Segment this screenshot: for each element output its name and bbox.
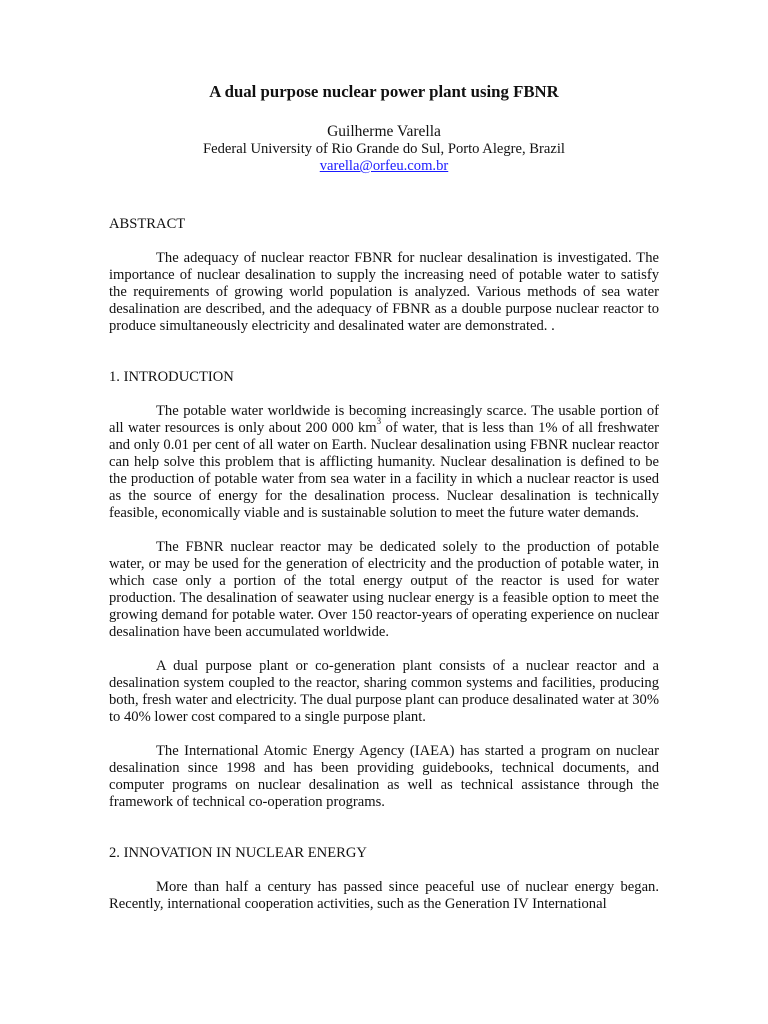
page-content: [109, 82, 659, 913]
superscript-3: 3: [376, 416, 382, 427]
section-1-heading: 1. INTRODUCTION: [109, 369, 234, 385]
author-affiliation: Federal University of Rio Grande do Sul, Porto Alegre, Brazil: [203, 141, 565, 157]
innovation-paragraph-1: More than half a century has passed since peaceful use of nuclear energy began. Recently, international cooperation activities, such as the Generation IV International: [109, 879, 659, 912]
author-email: [109, 158, 659, 175]
intro-p1-text-a: The potable water worldwide is becoming increasingly scarce. The usable portion of all water resources is only about 200 000 km: [109, 403, 659, 436]
intro-paragraph-3: A dual purpose plant or co-generation plant consists of a nuclear reactor and a desalination system coupled to the reactor, sharing common systems and facilities, producing both, fresh water and electricity. The dual purpose plant can produce desalinated water at 30% to 40% lower cost compared to a single purpose plant.: [109, 658, 659, 725]
paper-title: A dual purpose nuclear power plant using FBNR: [209, 82, 559, 101]
intro-paragraph-4: The International Atomic Energy Agency (IAEA) has started a program on nuclear desalination since 1998 and has been providing guidebooks, technical documents, and computer programs on nuclear desalination as well as technical assistance through the framework of technical co-operation programs.: [109, 743, 659, 810]
abstract-heading: ABSTRACT: [109, 216, 186, 232]
abstract-text: The adequacy of nuclear reactor FBNR for nuclear desalination is investigated. The importance of nuclear desalination to supply the increasing need of potable water to satisfy the requirements of growing world population is analyzed. Various methods of sea water desalination are described, and the adequacy of FBNR as a double purpose nuclear reactor to produce simultaneously electricity and desalinated water are demonstrated. .: [109, 250, 659, 334]
email-link[interactable]: varella@orfeu.com.br: [319, 158, 449, 174]
intro-paragraph-2: The FBNR nuclear reactor may be dedicated solely to the production of potable water, or may be used for the generation of electricity and the production of potable water, in which case only a portion of the total energy output of the reactor is used for water production. The desalination of seawater using nuclear energy is a feasible option to meet the growing demand for potable water. Over 150 reactor-years of operating experience on nuclear desalination have been accumulated worldwide.: [109, 539, 659, 640]
intro-p1-text-b: of water, that is less than 1% of all freshwater and only 0.01 per cent of all water on Earth. Nuclear desalination using FBNR nuclear reactor can help solve this problem that is afflicting humanity. Nuclear desalination is defined to be the production of potable water from sea water in a facility in which a nuclear reactor is used as the source of energy for the desalination process. Nuclear desalination is technically feasible, economically viable and is sustainable solution to meet the future water demands.: [109, 420, 659, 521]
section-2-heading: 2. INNOVATION IN NUCLEAR ENERGY: [109, 845, 367, 861]
author-name: Guilherme Varella: [327, 123, 441, 140]
intro-paragraph-1: [109, 403, 659, 522]
